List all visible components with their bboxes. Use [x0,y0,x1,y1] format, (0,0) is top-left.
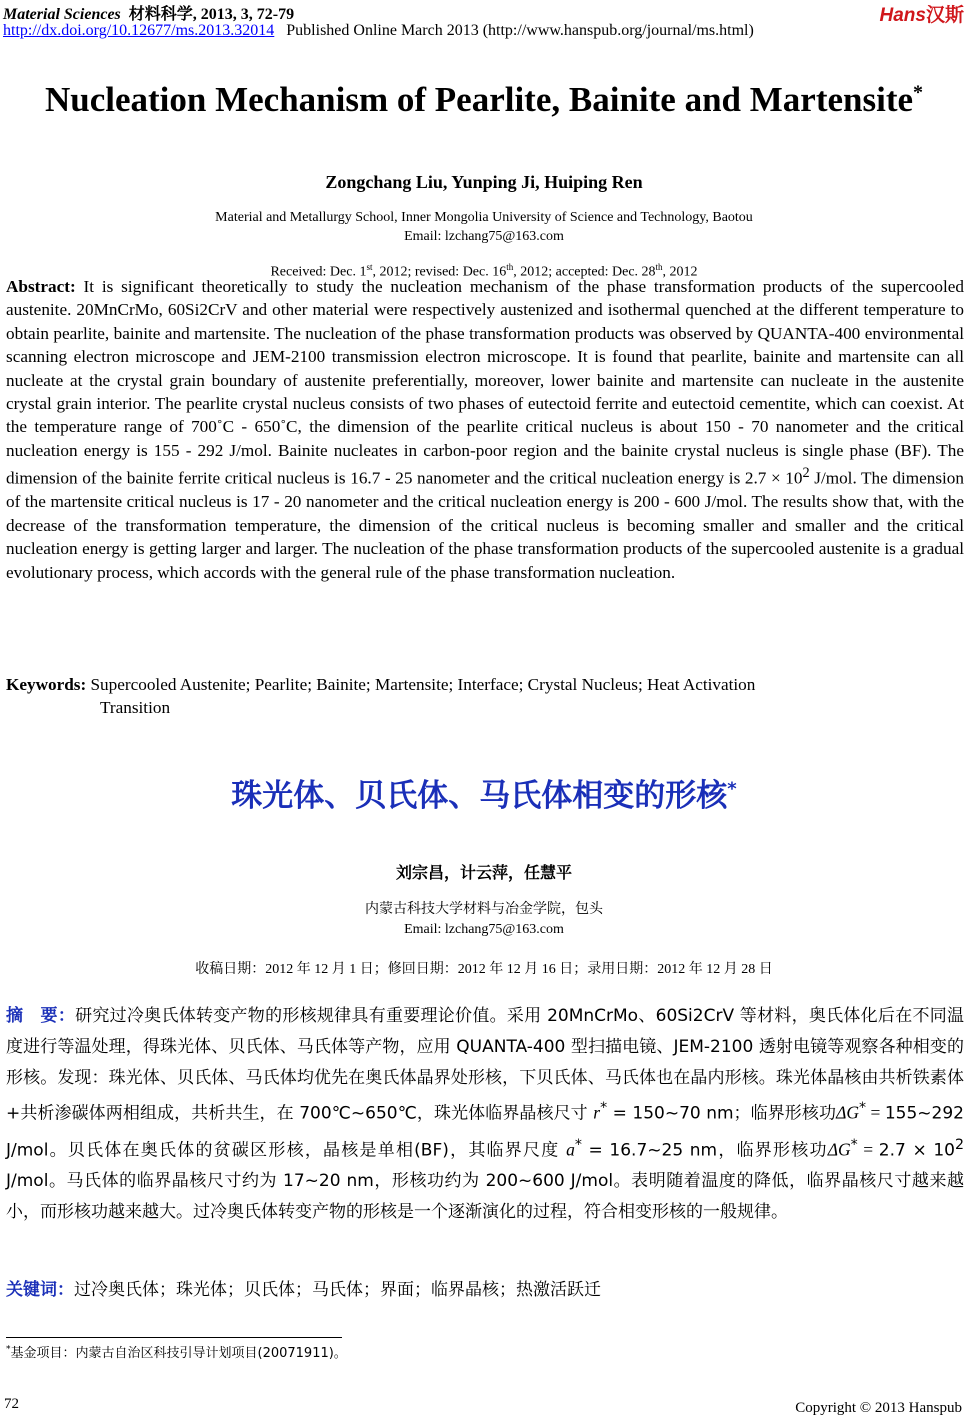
footnote [6,1342,347,1361]
t: = [857,1139,879,1160]
t: ΔG [836,1103,859,1124]
abstract [6,275,964,584]
t: 研究过冷奥氏体转变产物的形核规律具有重要理论价值。采用 20MnCrMo、60Si2CrV 等材料，奥氏体化后在不同温度进行等温处理，得珠光体、贝氏体、马氏体等产物，应用 QUANTA-400 型扫描电镜、JEM-2100 透射电镜等观察各种相变的形核。发现：珠光体、贝氏体、马氏体均优先在奥氏体晶界处形核，下贝氏体、马氏体也在晶内形核。珠光体晶核由共析铁素体+共析渗碳体两相组成，共析共生，在 700℃~650℃，珠光体临界晶核尺寸 [6,1006,965,1125]
t: 2.7 × 10 [878,1140,955,1161]
logo-cn: 汉斯 [925,5,964,26]
t: * [850,1136,858,1153]
authors: Zongchang Liu, Yunping Ji, Huiping Ren [325,172,643,192]
t: J/mol。马氏体的临界晶核尺寸约为 17~20 nm，形核功约为 200~600 J/mol。表明随着温度的降低，临界晶核尺寸越来越小，而形核功越来越大。过冷奥氏体转变产物的形核是一个逐渐演化的过程，符合相变形核的一般规律。 [6,1171,964,1223]
affiliation-block [0,208,968,246]
hans-logo [880,0,964,27]
copyright: Copyright © 2013 Hanspub [795,1400,962,1416]
t: ΔG [827,1139,851,1160]
d: , 2012; revised: Dec. 16 [372,264,507,280]
footnote-divider [6,1337,342,1338]
title-footnote-mark: * [913,81,924,104]
t: * [600,1100,608,1117]
keywords-label: Keywords: [6,675,87,694]
t: = [866,1103,885,1124]
publication-line [3,22,754,40]
footnote-text: 基金项目：内蒙古自治区科技引导计划项目(20071911)。 [10,1346,347,1361]
journal-issue: 材料科学, 2013, 3, 72-79 [128,6,295,23]
t: 155~292 J/mol。贝氏体在奥氏体的贫碳区形核，晶核是单相(BF)，其临界尺度 [6,1104,964,1161]
cn-keywords [6,1275,601,1300]
abstract-label: Abstract: [6,277,76,296]
d: Received: Dec. 1 [270,264,367,280]
t: r [593,1103,601,1124]
cn-abstract [6,1001,964,1228]
cn-dates: 收稿日期：2012 年 12 月 1 日；修回日期：2012 年 12 月 16 日；录用日期：2012 年 12 月 28 日 [195,962,773,977]
affiliation: Material and Metallurgy School, Inner Mongolia University of Science and Technology, Baotou [215,210,753,225]
abstract-text: J/mol. The dimension of the martensite critical nucleus is 17 - 20 nanometer and the critical nucleation energy is 200 - 600 J/mol. The results show that, with the decrease of the transformation temperature, the dimension of the critical nucleus is becoming smaller and smaller and the critical nucleation energy is getting larger and larger. The nucleation of the phase transformation products of the supercooled austenite is a gradual evolutionary process, which accords with the general rule of the phase transformation nucleation. [6,468,964,582]
page-number: 72 [4,1396,19,1412]
d: , 2012; accepted: Dec. 28 [513,264,656,280]
cn-keywords-text: 过冷奥氏体；珠光体；贝氏体；马氏体；界面；临界晶核；热激活跃迁 [74,1280,601,1300]
paper-title [0,80,968,120]
cn-title-text: 珠光体、贝氏体、马氏体相变的形核 [231,778,728,814]
t: = 150~70 nm；临界形核功 [607,1104,837,1125]
cn-abstract-label: 摘 要： [6,1006,76,1026]
d: st [366,262,373,272]
abstract-sup: 2 [802,465,810,482]
logo-en: Hans [879,5,926,26]
email: Email: lzchang75@163.com [404,229,564,244]
footnote-mark: * [6,1344,11,1355]
t: a [566,1139,575,1160]
d: th [506,262,514,272]
journal-header [3,1,294,24]
abstract-text: It is significant theoretically to study the nucleation mechanism of the phase transformation products of the supercooled austenite. 20MnCrMo, 60Si2CrV and other material were respectively austenized and isothermal quenched at the different temperature to obtain pearlite, bainite and martensite. The nucleation of the phase transformation products was observed by QUANTA-400 environmental scanning electron microscope and JEM-2100 transmission electron microscope. It is found that pearlite, bainite and martensite can all nucleate at the crystal grain boundary of austenite preferentially, moreover, lower bainite and martensite can nucleate in the austenite crystal grain interior. The pearlite crystal nucleus consists of two phases of eutectoid ferrite and eutectoid cementite, which can coexist. At the temperature range of 700˚C - 650˚C, the dimension of the pearlite critical nucleus is about 150 - 70 nanometer and the critical nucleation energy is 155 - 292 J/mol. Bainite nucleates in carbon-poor region and the bainite crystal nucleus is single phase (BF). The dimension of the bainite ferrite critical nucleus is 16.7 - 25 nanometer and the critical nucleation energy is 2.7 × 10 [6,277,964,488]
d: th [655,262,663,272]
d: , 2012 [662,264,698,280]
cn-affiliation: 内蒙古科技大学材料与冶金学院，包头 [365,902,603,917]
cn-authors: 刘宗昌，计云萍，任慧平 [395,863,572,882]
t: = 16.7~25 nm，临界形核功 [581,1140,828,1161]
cn-keywords-label: 关键词： [6,1280,74,1300]
keywords-text: Transition [100,698,171,718]
cn-title-mark: * [727,778,737,800]
cn-affiliation-block [0,900,968,940]
t: 2 [954,1136,964,1153]
keywords [6,673,906,720]
cn-title [0,770,968,815]
t: * [858,1100,867,1117]
doi-link[interactable]: http://dx.doi.org/10.12677/ms.2013.32014 [3,22,275,39]
published-info: Published Online March 2013 (http://www.hanspub.org/journal/ms.html) [286,22,754,39]
journal-name: Material Sciences [3,6,121,23]
title-text: Nucleation Mechanism of Pearlite, Bainite and Martensite [44,80,914,119]
cn-email: Email: lzchang75@163.com [404,922,564,937]
t: * [574,1136,582,1153]
keywords-text: Supercooled Austenite; Pearlite; Bainite; Martensite; Interface; Crystal Nucleus; Heat Activation [86,675,756,694]
